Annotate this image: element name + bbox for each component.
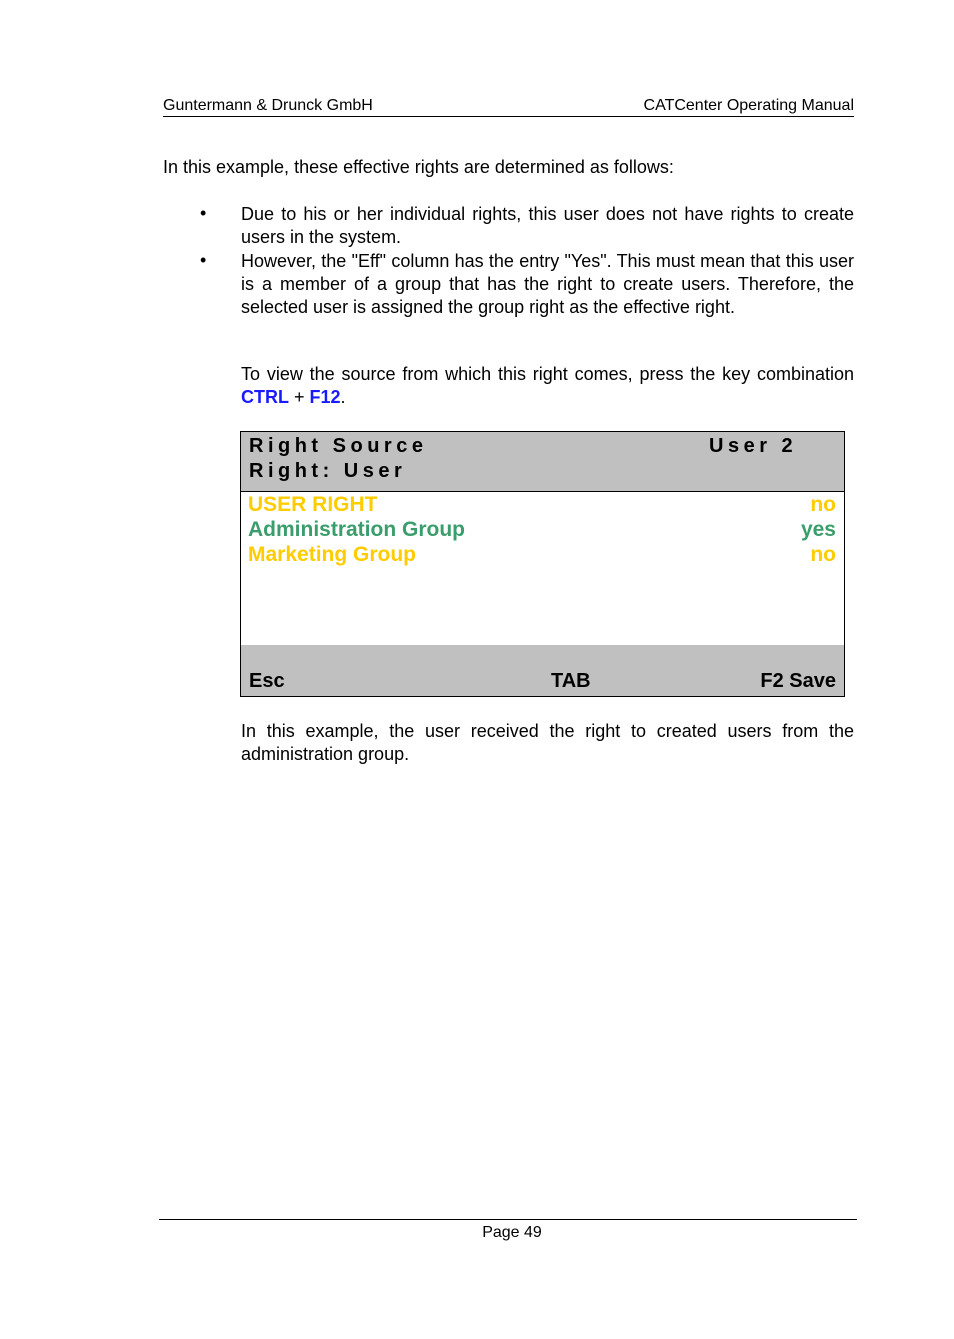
intro-paragraph: In this example, these effective rights are determined as follows: bbox=[163, 157, 674, 177]
bullet-item-1: Due to his or her individual rights, this user does not have rights to create users in the system. bbox=[241, 204, 854, 247]
view-source-paragraph bbox=[241, 363, 854, 409]
list-item-marketing-group[interactable] bbox=[248, 543, 836, 568]
screen-header bbox=[241, 432, 844, 492]
list-item-administration-group[interactable] bbox=[248, 518, 836, 543]
f12-key: F12 bbox=[309, 387, 341, 407]
screen-subtitle: Right: User bbox=[249, 460, 407, 482]
row-value: no bbox=[810, 493, 836, 516]
row-label: Marketing Group bbox=[248, 543, 417, 566]
bullet-item-2: However, the "Eff" column has the entry "Yes". This must mean that this user is a member of a group that has the right to create users. Therefore, the selected user is assigned the group right as the effective right. bbox=[241, 251, 854, 317]
user-label: User 2 bbox=[709, 435, 798, 457]
f2-save-label[interactable]: F2 Save bbox=[760, 670, 836, 692]
ctrl-key: CTRL bbox=[241, 387, 289, 407]
row-label: USER RIGHT bbox=[248, 493, 378, 516]
row-label: Administration Group bbox=[248, 518, 465, 541]
row-value: no bbox=[810, 543, 836, 566]
screen-title: Right Source bbox=[249, 435, 428, 457]
bullet-marker: • bbox=[200, 203, 207, 223]
page-header bbox=[163, 97, 854, 117]
page-number: Page 49 bbox=[482, 1224, 542, 1241]
row-value: yes bbox=[800, 518, 836, 541]
company-name: Guntermann & Drunck GmbH bbox=[163, 97, 373, 114]
manual-title: CATCenter Operating Manual bbox=[643, 97, 854, 114]
plus-sign: + bbox=[289, 387, 310, 407]
view-text-before: To view the source from which this right comes, press the key combination bbox=[241, 364, 854, 384]
tab-key-label[interactable]: TAB bbox=[551, 670, 591, 692]
screen-footer bbox=[241, 645, 844, 696]
closing-paragraph: In this example, the user received the right to created users from the administration group. bbox=[241, 721, 854, 764]
period: . bbox=[340, 387, 346, 407]
esc-key-label[interactable]: Esc bbox=[249, 670, 285, 692]
right-source-screen bbox=[240, 431, 845, 697]
footer-divider bbox=[159, 1219, 857, 1220]
bullet-marker: • bbox=[200, 250, 207, 270]
list-item-user-right[interactable] bbox=[248, 493, 836, 518]
